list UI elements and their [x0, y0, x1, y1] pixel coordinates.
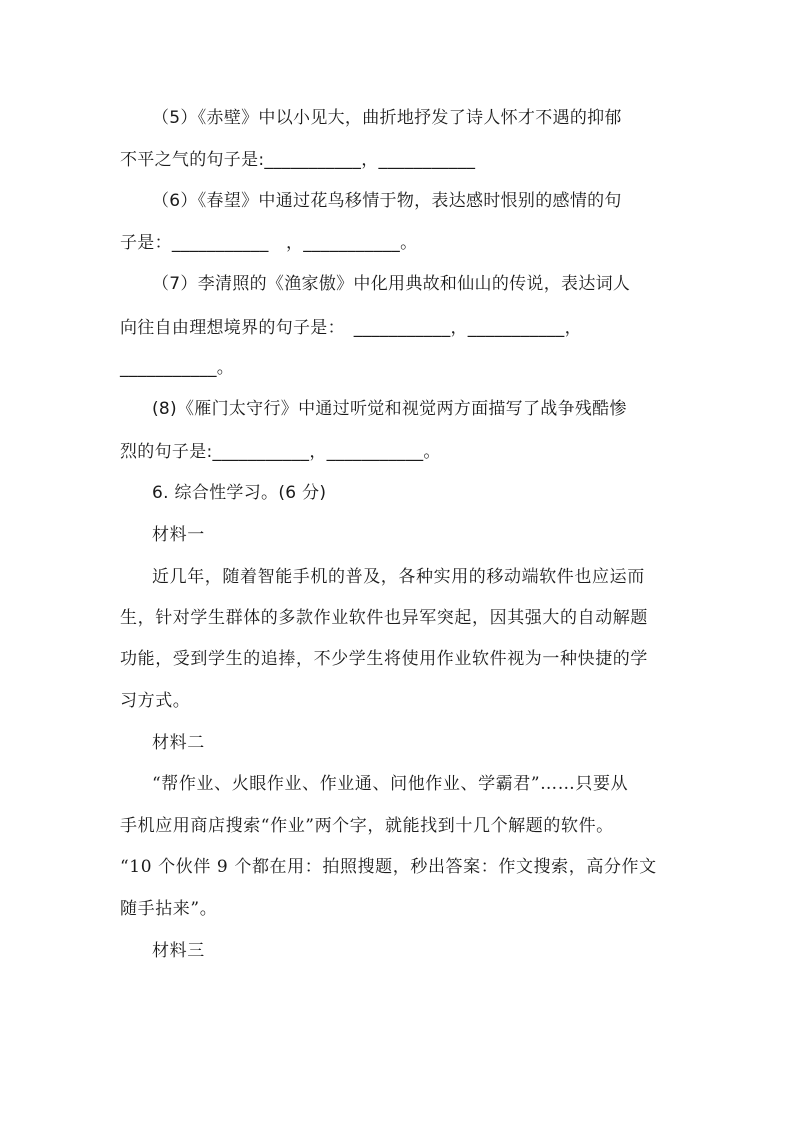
q5-line2: 不平之气的句子是:___________，___________: [120, 150, 476, 170]
q6-line2: 子是：___________ ，___________。: [120, 233, 418, 253]
material1-line1: 近几年，随着智能手机的普及，各种实用的移动端软件也应运而: [152, 567, 645, 587]
material2-title: 材料二: [152, 733, 205, 753]
q8-line2: 烈的句子是:___________，___________。: [120, 442, 441, 462]
material2-line1: “帮作业、火眼作业、作业通、问他作业、学霸君”……只要从: [152, 774, 629, 794]
q7-line3: ___________。: [120, 358, 235, 378]
material3-title: 材料三: [152, 941, 205, 961]
section6-heading: 6. 综合性学习。(6 分): [152, 483, 327, 503]
material1-line3: 功能，受到学生的追捧，不少学生将使用作业软件视为一种快捷的学: [120, 649, 648, 669]
material2-line4: 随手拈来”。: [120, 899, 218, 919]
q7-line1: （7）李清照的《渔家傲》中化用典故和仙山的传说，表达词人: [152, 274, 631, 294]
q7-line2: 向往自由理想境界的句子是： ___________，___________，: [120, 318, 582, 338]
q6-line1: （6）《春望》中通过花鸟移情于物，表达感时恨别的感情的句: [152, 191, 622, 211]
material1-title: 材料一: [152, 525, 205, 545]
q8-line1: (8)《雁门太守行》中通过听觉和视觉两方面描写了战争残酷惨: [152, 399, 627, 419]
material2-line2: 手机应用商店搜索“作业”两个字，就能找到十几个解题的软件。: [120, 816, 614, 836]
q5-line1: （5）《赤壁》中以小见大，曲折地抒发了诗人怀才不遇的抑郁: [152, 108, 622, 128]
material1-line2: 生，针对学生群体的多款作业软件也异军突起，因其强大的自动解题: [120, 608, 648, 628]
material1-line4: 习方式。: [120, 691, 191, 711]
material2-line3: “10 个伙伴 9 个都在用：拍照搜题，秒出答案：作文搜索，高分作文: [120, 857, 657, 877]
